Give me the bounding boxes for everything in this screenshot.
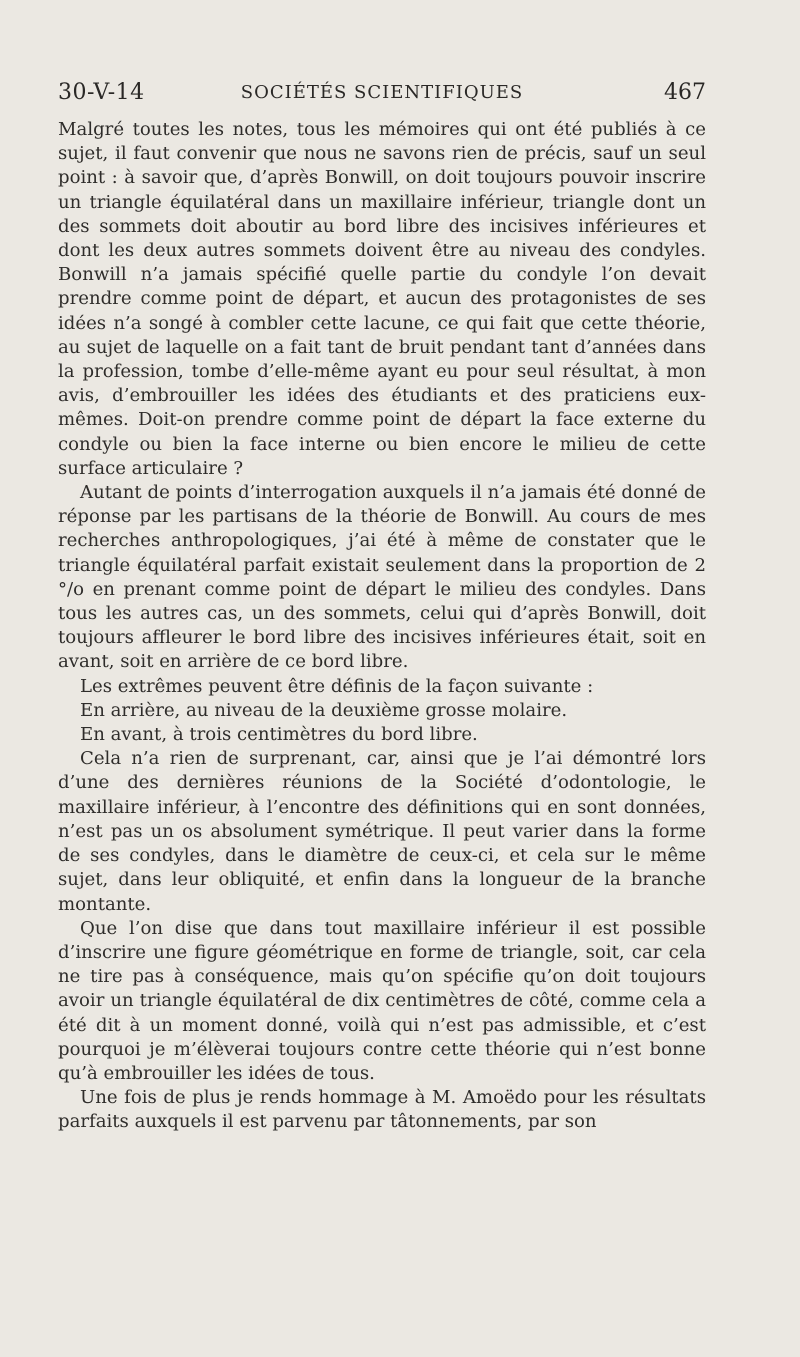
paragraph: Que l’on dise que dans tout maxillaire inférieur il est possible d’inscrire une figure géométrique en forme de triangle, soit, car cela ne tire pas à conséquence, mais qu’on spécifie qu’on doit toujours avoir un triangle équilatéral de dix centimètres de côté, comme cela a été dit à un moment donné, voilà qui n’est pas admissible, et c’est pourquoi je m’élèverai toujours contre cette théorie qui n’est bonne qu’à embrouiller les idées de tous. [58,917,706,1084]
paragraph: Les extrêmes peuvent être définis de la façon suivante : [80,675,594,697]
paragraph: En arrière, au niveau de la deuxième grosse molaire. [80,699,568,721]
header-title: SOCIÉTÉS SCIENTIFIQUES [240,82,524,103]
body-text [58,118,706,1135]
page-number: 467 [664,80,706,105]
paragraph: En avant, à trois centimètres du bord libre. [80,724,478,746]
paragraph: Une fois de plus je rends hommage à M. Amoëdo pour les résultats parfaits auxquels il est parvenu par tâtonnements, par son [58,1087,706,1133]
paragraph: Malgré toutes les notes, tous les mémoires qui ont été publiés à ce sujet, il faut convenir que nous ne savons rien de précis, sauf un seul point : à savoir que, d’après Bonwill, on doit toujours pouvoir inscrire un triangle équilatéral dans un maxillaire inférieur, triangle dont un des sommets doit aboutir au bord libre des incisives inférieures et dont les deux autres sommets doivent être au niveau des condyles. Bonwill n’a jamais spécifié quelle partie du condyle l’on devait prendre comme point de départ, et aucun des protagonistes de ses idées n’a songé à combler cette lacune, ce qui fait que cette théorie, au sujet de laquelle on a fait tant de bruit pendant tant d’années dans la profession, tombe d’elle-même ayant eu pour seul résultat, à mon avis, d’embrouiller les idées des étudiants et des praticiens eux-mêmes. Doit-on prendre comme point de départ la face externe du condyle ou bien la face interne ou bien encore le milieu de cette surface articulaire ? [58,119,706,479]
paragraph: Cela n’a rien de surprenant, car, ainsi que je l’ai démontré lors d’une des dernières réunions de la Société d’odontologie, le maxillaire inférieur, à l’encontre des définitions qui en sont données, n’est pas un os absolument symétrique. Il peut varier dans la forme de ses condyles, dans le diamètre de ceux-ci, et cela sur le même sujet, dans leur obliquité, et enfin dans la longueur de la branche montante. [58,748,706,915]
running-header [58,80,706,114]
header-date: 30-V-14 [58,80,145,105]
paragraph: Autant de points d’interrogation auxquels il n’a jamais été donné de réponse par les partisans de la théorie de Bonwill. Au cours de mes recherches anthropologiques, j’ai été à même de constater que le triangle équilatéral parfait existait seulement dans la proportion de 2 °/o en prenant comme point de départ le milieu des condyles. Dans tous les autres cas, un des sommets, celui qui d’après Bonwill, doit toujours affleurer le bord libre des incisives inférieures était, soit en avant, soit en arrière de ce bord libre. [58,482,706,673]
